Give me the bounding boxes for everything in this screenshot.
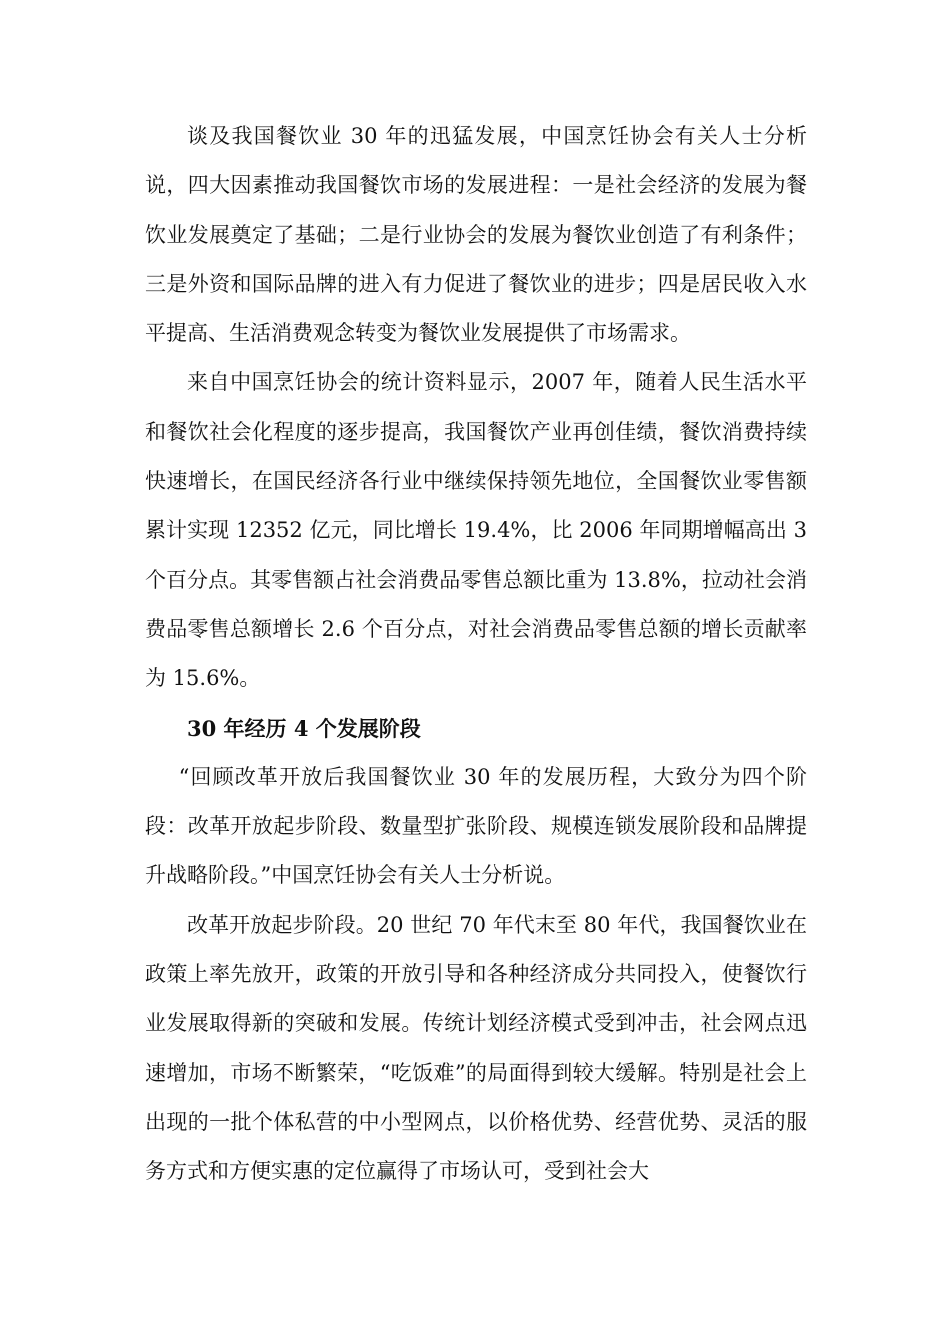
paragraph-development-factors: 谈及我国餐饮业 30 年的迅猛发展，中国烹饪协会有关人士分析说，四大因素推动我国餐饮市场的发展进程：一是社会经济的发展为餐饮业发展奠定了基础；二是行业协会的发展为餐饮业创造了有利条件；三是外资和国际品牌的进入有力促进了餐饮业的进步；四是居民收入水平提高、生活消费观念转变为餐饮业发展提供了市场需求。 [145, 124, 807, 346]
document-body [145, 112, 807, 1197]
section-heading: 30 年经历 4 个发展阶段 [187, 715, 421, 741]
paragraph-four-stages-quote: “回顾改革开放后我国餐饮业 30 年的发展历程，大致分为四个阶段：改革开放起步阶段、数量型扩张阶段、规模连锁发展阶段和品牌提升战略阶段。”中国烹饪协会有关人士分析说。 [145, 764, 807, 888]
paragraph-2007-statistics: 来自中国烹饪协会的统计资料显示，2007 年，随着人民生活水平和餐饮社会化程度的逐步提高，我国餐饮产业再创佳绩，餐饮消费持续快速增长，在国民经济各行业中继续保持领先地位，全国餐饮业零售额累计实现 12352 亿元，同比增长 19.4%，比 2006 年同期增幅高出 3 个百分点。其零售额占社会消费品零售总额比重为 13.8%，拉动社会消费品零售总额增长 2.6 个百分点，对社会消费品零售总额的增长贡献率为 15.6%。 [145, 370, 807, 691]
paragraph-reform-start-stage: 改革开放起步阶段。20 世纪 70 年代末至 80 年代，我国餐饮业在政策上率先放开，政策的开放引导和各种经济成分共同投入，使餐饮行业发展取得新的突破和发展。传统计划经济模式受到冲击，社会网点迅速增加，市场不断繁荣，“吃饭难”的局面得到较大缓解。特别是社会上出现的一批个体私营的中小型网点，以价格优势、经营优势、灵活的服务方式和方便实惠的定位赢得了市场认可，受到社会大 [145, 912, 807, 1184]
